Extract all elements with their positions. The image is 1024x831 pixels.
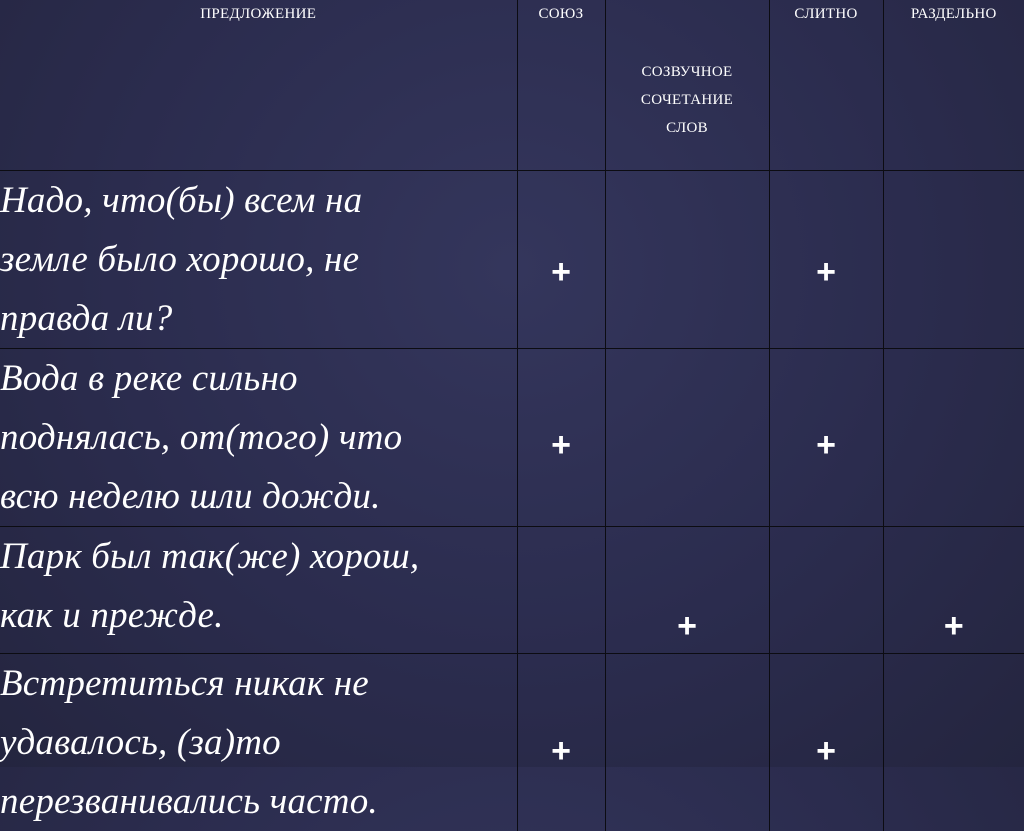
conjunction-cell: [517, 654, 605, 831]
header-sentence: ПРЕДЛОЖЕНИЕ: [0, 0, 517, 171]
sentence-cell: Вода в реке сильно поднялась, от(того) что всю неделю шли дожди.: [0, 349, 517, 527]
together-cell: [769, 654, 883, 831]
header-separate: РАЗДЕЛЬНО: [883, 0, 1024, 171]
mark: +: [770, 426, 883, 465]
together-cell: [769, 171, 883, 349]
mark: +: [518, 253, 605, 292]
mark: +: [770, 253, 883, 292]
header-together: СЛИТНО: [769, 0, 883, 171]
separate-cell: [883, 349, 1024, 527]
sentence-cell: Встретиться никак не удавалось, (за)то перезванивались часто.: [0, 654, 517, 831]
table-row: [0, 527, 1024, 654]
header-conjunction: СОЮЗ: [517, 0, 605, 171]
consonant-combo-cell: [605, 654, 769, 831]
together-cell: [769, 349, 883, 527]
separate-cell: [883, 527, 1024, 654]
mark: +: [518, 426, 605, 465]
table-row: [0, 654, 1024, 831]
separate-cell: [883, 171, 1024, 349]
header-consonant-combo: [605, 0, 769, 171]
table-row: [0, 349, 1024, 527]
mark: +: [518, 732, 605, 771]
mark: +: [606, 607, 769, 646]
header-consonant-combo-text: СОЗВУЧНОЕ СОЧЕТАНИЕ СЛОВ: [606, 58, 769, 142]
conjunction-cell: [517, 527, 605, 654]
separate-cell: [883, 654, 1024, 831]
conjunction-cell: [517, 349, 605, 527]
together-cell: [769, 527, 883, 654]
consonant-combo-cell: [605, 349, 769, 527]
header-row: [0, 0, 1024, 171]
sentence-cell: Парк был так(же) хорош, как и прежде.: [0, 527, 517, 654]
consonant-combo-cell: [605, 171, 769, 349]
mark: +: [884, 607, 1024, 646]
mark: +: [770, 732, 883, 771]
sentence-cell: Надо, что(бы) всем на земле было хорошо, не правда ли?: [0, 171, 517, 349]
conjunction-cell: [517, 171, 605, 349]
consonant-combo-cell: [605, 527, 769, 654]
table-row: [0, 171, 1024, 349]
